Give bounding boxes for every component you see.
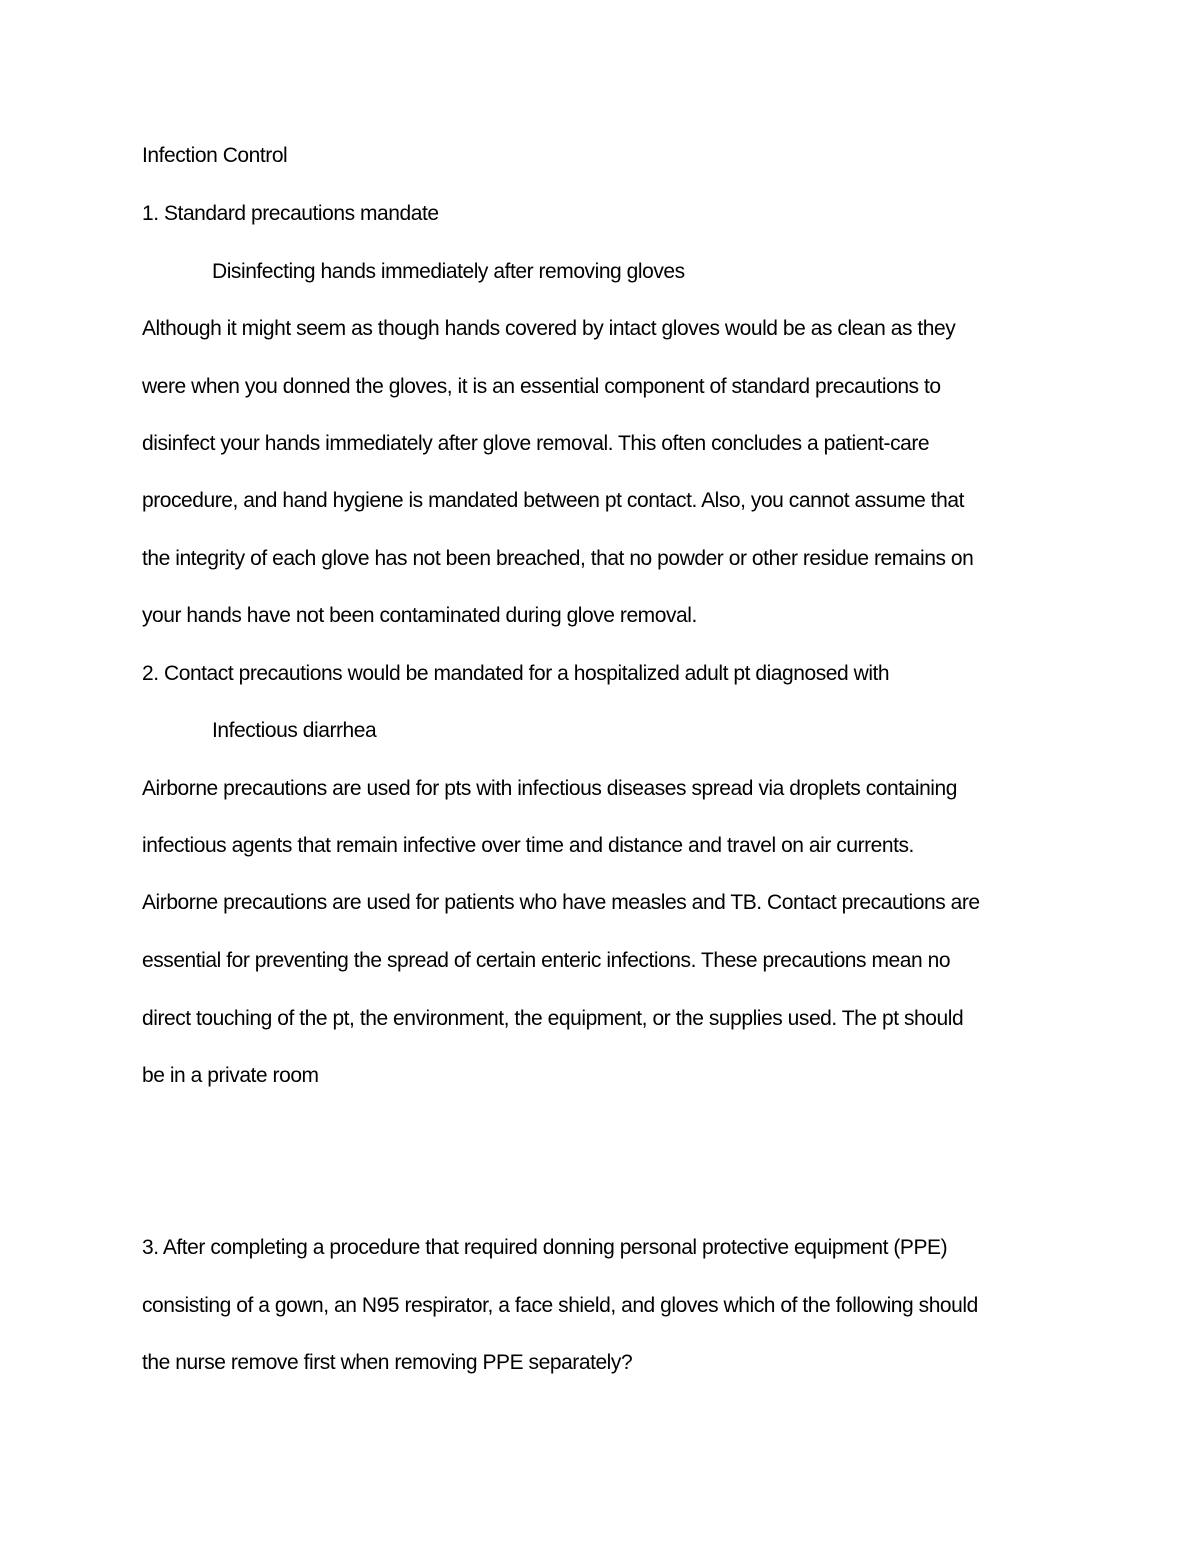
answer-2: Infectious diarrhea	[212, 719, 377, 742]
explanation-1-line: the integrity of each glove has not been breached, that no powder or other residue remains on	[142, 547, 974, 570]
answer-1: Disinfecting hands immediately after removing gloves	[212, 260, 685, 283]
explanation-1-line: your hands have not been contaminated during glove removal.	[142, 604, 697, 627]
explanation-2-line: be in a private room	[142, 1064, 319, 1087]
explanation-1-line: were when you donned the gloves, it is an essential component of standard precautions to	[142, 375, 941, 398]
explanation-1-line: disinfect your hands immediately after glove removal. This often concludes a patient-care	[142, 432, 930, 455]
explanation-2-line: Airborne precautions are used for patients who have measles and TB. Contact precautions are	[142, 891, 980, 914]
question-2: 2. Contact precautions would be mandated for a hospitalized adult pt diagnosed with	[142, 662, 890, 685]
document-title: Infection Control	[142, 144, 288, 167]
explanation-1-line: Although it might seem as though hands covered by intact gloves would be as clean as they	[142, 317, 956, 340]
explanation-2-line: infectious agents that remain infective over time and distance and travel on air currents.	[142, 834, 914, 857]
question-1: 1. Standard precautions mandate	[142, 202, 439, 225]
explanation-2-line: Airborne precautions are used for pts with infectious diseases spread via droplets containing	[142, 777, 957, 800]
explanation-1-line: procedure, and hand hygiene is mandated between pt contact. Also, you cannot assume that	[142, 489, 964, 512]
question-3-line: consisting of a gown, an N95 respirator, a face shield, and gloves which of the following should	[142, 1294, 978, 1317]
explanation-2-line: essential for preventing the spread of certain enteric infections. These precautions mean no	[142, 949, 951, 972]
question-3-line: the nurse remove first when removing PPE separately?	[142, 1351, 633, 1374]
question-3-line: 3. After completing a procedure that required donning personal protective equipment (PPE)	[142, 1236, 948, 1259]
explanation-2-line: direct touching of the pt, the environment, the equipment, or the supplies used. The pt should	[142, 1007, 964, 1030]
